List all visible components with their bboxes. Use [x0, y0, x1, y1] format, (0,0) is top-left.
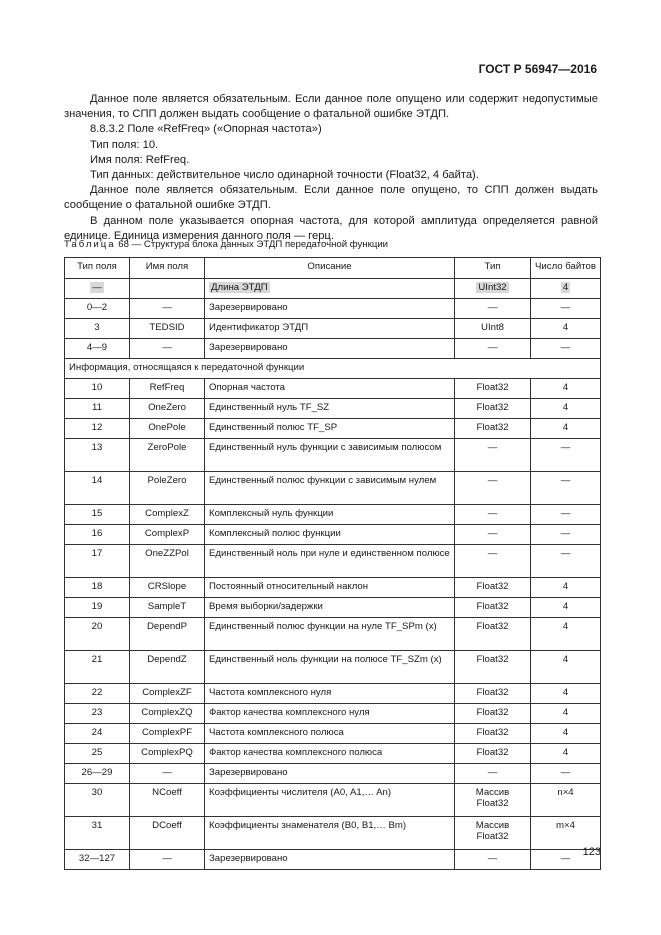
table-row	[65, 299, 601, 319]
cell-text: Зарезервировано	[209, 853, 288, 864]
data-type-cell	[455, 578, 531, 598]
description-cell	[205, 817, 455, 850]
cell-text: 20	[91, 621, 103, 632]
cell-text: 0—2	[86, 302, 108, 313]
cell-text: 10	[91, 382, 103, 393]
table-row	[65, 545, 601, 578]
data-type-cell	[455, 850, 531, 870]
table-row	[65, 744, 601, 764]
cell-text: Зарезервировано	[209, 302, 288, 313]
description-cell	[205, 279, 455, 299]
cell-text: —	[560, 548, 571, 559]
cell-text: Единственный полюс функции на нуле TF_SPm (x)	[209, 621, 437, 632]
description-cell	[205, 439, 455, 472]
cell-text: —	[560, 767, 571, 778]
description-cell	[205, 618, 455, 651]
table-row	[65, 379, 601, 399]
cell-text: DependP	[146, 621, 187, 632]
byte-count-cell	[531, 439, 601, 472]
cell-text: Постоянный относительный наклон	[209, 581, 369, 592]
cell-text: 11	[92, 402, 102, 413]
cell-text: Комплексный полюс функции	[209, 528, 341, 539]
cell-text: 4	[562, 581, 569, 592]
cell-text: —	[162, 853, 172, 864]
data-type-cell	[455, 598, 531, 618]
data-type-cell	[455, 817, 531, 850]
table-row	[65, 472, 601, 505]
cell-text: OneZero	[148, 402, 186, 413]
table-row	[65, 399, 601, 419]
teds-structure-table	[64, 257, 601, 870]
cell-text: 23	[91, 707, 103, 718]
description-cell	[205, 850, 455, 870]
byte-count-cell	[531, 419, 601, 439]
cell-text: CRSlope	[147, 581, 187, 592]
cell-text: 3	[94, 322, 100, 333]
description-cell	[205, 764, 455, 784]
cell-text: 4	[562, 282, 569, 293]
cell-text: —	[162, 342, 172, 353]
cell-text: —	[560, 528, 571, 539]
group-label: Информация, относящаяся к передаточной функции	[65, 359, 601, 379]
data-type-cell	[455, 724, 531, 744]
field-type-cell	[65, 319, 130, 339]
byte-count-cell	[531, 505, 601, 525]
cell-text: —	[487, 508, 498, 519]
cell-text: ComplexZ	[145, 508, 189, 519]
data-type-cell	[455, 439, 531, 472]
cell-text: —	[162, 767, 172, 778]
header-field-type: Тип поля	[65, 258, 130, 279]
data-type-cell	[455, 339, 531, 359]
field-name-cell	[130, 339, 205, 359]
byte-count-cell	[531, 724, 601, 744]
field-name-cell	[130, 525, 205, 545]
table-row	[65, 618, 601, 651]
cell-text: Единственный нуль функции с зависимым полюсом	[209, 442, 442, 453]
cell-text: OneZZPol	[145, 548, 189, 559]
cell-text: Коэффициенты знаменателя (B0, B1,… Bm)	[209, 820, 407, 831]
field-type-cell	[65, 724, 130, 744]
cell-text: UInt8	[481, 322, 504, 333]
cell-text: ComplexP	[144, 528, 190, 539]
field-name-cell	[130, 545, 205, 578]
cell-text: 4	[562, 402, 569, 413]
table-group-row	[65, 359, 601, 379]
paragraph: В данном поле указывается опорная частота, для которой амплитуда определяется равной единице. Единица измерения данного поля — герц.	[64, 214, 598, 242]
cell-text: PoleZero	[147, 475, 187, 486]
cell-text: Идентификатор ЭТДП	[209, 322, 309, 333]
description-cell	[205, 545, 455, 578]
field-name-cell	[130, 472, 205, 505]
cell-text: —	[487, 475, 498, 486]
table-row	[65, 850, 601, 870]
field-name-cell	[130, 850, 205, 870]
description-cell	[205, 525, 455, 545]
data-type-cell	[455, 784, 531, 817]
field-name-cell	[130, 651, 205, 684]
description-cell	[205, 651, 455, 684]
cell-text: ComplexPQ	[141, 747, 193, 758]
field-type-cell	[65, 764, 130, 784]
byte-count-cell	[531, 578, 601, 598]
cell-text: Опорная частота	[209, 382, 285, 393]
cell-text: UInt32	[478, 282, 507, 293]
cell-text: —	[560, 475, 571, 486]
data-type-cell	[455, 505, 531, 525]
cell-text: Float32	[476, 687, 509, 698]
field-type-cell	[65, 525, 130, 545]
description-cell	[205, 319, 455, 339]
field-name-cell	[130, 299, 205, 319]
field-type-cell	[65, 618, 130, 651]
cell-text: 18	[91, 581, 103, 592]
cell-text: DCoeff	[152, 820, 182, 831]
cell-text: SampleT	[147, 601, 187, 612]
cell-text: 4—9	[86, 342, 108, 353]
cell-text: 4	[562, 621, 569, 632]
field-name-cell	[130, 379, 205, 399]
field-name-cell	[130, 724, 205, 744]
field-type-cell	[65, 784, 130, 817]
data-type-cell	[455, 379, 531, 399]
cell-text: Комплексный нуль функции	[209, 508, 334, 519]
byte-count-cell	[531, 784, 601, 817]
field-name-cell	[130, 505, 205, 525]
cell-text: ComplexPF	[141, 727, 193, 738]
table-row	[65, 784, 601, 817]
field-name-cell	[130, 319, 205, 339]
byte-count-cell	[531, 545, 601, 578]
data-type-cell	[455, 399, 531, 419]
cell-text: 19	[91, 601, 103, 612]
description-cell	[205, 399, 455, 419]
cell-text: Единственный полюс TF_SP	[209, 422, 338, 433]
cell-text: Единственный ноль функции на полюсе TF_SZm (x)	[209, 654, 442, 665]
cell-text: Float32	[476, 422, 509, 433]
data-type-cell	[455, 744, 531, 764]
cell-text: 30	[91, 787, 103, 798]
cell-text: —	[487, 767, 498, 778]
cell-text: 4	[562, 707, 569, 718]
data-type-cell	[455, 704, 531, 724]
field-name-cell	[130, 764, 205, 784]
cell-text: m×4	[556, 820, 575, 831]
cell-text: —	[560, 302, 571, 313]
field-name-cell	[130, 598, 205, 618]
cell-text: Единственный нуль TF_SZ	[209, 402, 330, 413]
description-cell	[205, 784, 455, 817]
cell-text: Фактор качества комплексного полюса	[209, 747, 383, 758]
cell-text: 4	[562, 601, 569, 612]
cell-text: 25	[91, 747, 103, 758]
cell-text: —	[162, 302, 172, 313]
cell-text: 12	[91, 422, 103, 433]
cell-text: OnePole	[148, 422, 186, 433]
data-type-cell	[455, 651, 531, 684]
byte-count-cell	[531, 399, 601, 419]
field-type-cell	[65, 598, 130, 618]
byte-count-cell	[531, 299, 601, 319]
paragraph: Тип данных: действительное число одинарной точности (Float32, 4 байта).	[90, 169, 479, 182]
field-type-cell	[65, 578, 130, 598]
table-row	[65, 339, 601, 359]
cell-text: ZeroPole	[147, 442, 187, 453]
document-id: ГОСТ Р 56947—2016	[478, 62, 597, 76]
cell-text: —	[487, 528, 498, 539]
field-name-cell	[130, 684, 205, 704]
byte-count-cell	[531, 744, 601, 764]
cell-text: Float32	[476, 581, 509, 592]
cell-text: Длина ЭТДП	[211, 282, 268, 293]
cell-text: 22	[91, 687, 103, 698]
data-type-cell	[455, 299, 531, 319]
field-name-cell	[130, 578, 205, 598]
field-name-cell	[130, 817, 205, 850]
byte-count-cell	[531, 525, 601, 545]
byte-count-cell	[531, 651, 601, 684]
description-cell	[205, 472, 455, 505]
cell-text: TEDSID	[149, 322, 185, 333]
cell-text: 4	[562, 322, 569, 333]
field-type-cell	[65, 545, 130, 578]
cell-text: ComplexZF	[142, 687, 192, 698]
cell-text: —	[487, 442, 498, 453]
table-row	[65, 525, 601, 545]
byte-count-cell	[531, 764, 601, 784]
field-type-cell	[65, 704, 130, 724]
cell-text: ComplexZQ	[141, 707, 193, 718]
data-type-cell	[455, 279, 531, 299]
data-type-cell	[455, 472, 531, 505]
cell-text: 26—29	[81, 767, 113, 778]
cell-text: 4	[562, 654, 569, 665]
field-type-cell	[65, 817, 130, 850]
table-row	[65, 319, 601, 339]
cell-text: —	[487, 342, 498, 353]
cell-text: 4	[562, 727, 569, 738]
cell-text: Зарезервировано	[209, 767, 288, 778]
description-cell	[205, 299, 455, 319]
body-text	[64, 92, 598, 244]
description-cell	[205, 419, 455, 439]
description-cell	[205, 724, 455, 744]
cell-text: 4	[562, 747, 569, 758]
field-name-cell	[130, 439, 205, 472]
cell-text: Float32	[476, 402, 509, 413]
byte-count-cell	[531, 598, 601, 618]
description-cell	[205, 505, 455, 525]
cell-text: RefFreq	[149, 382, 185, 393]
description-cell	[205, 598, 455, 618]
cell-text: Float32	[476, 727, 509, 738]
table-row	[65, 279, 601, 299]
section-heading: 8.8.3.2 Поле «RefFreq» («Опорная частота»)	[90, 123, 322, 136]
page-number: 123	[582, 846, 601, 858]
description-cell	[205, 578, 455, 598]
table-row	[65, 817, 601, 850]
data-type-cell	[455, 545, 531, 578]
cell-text: Фактор качества комплексного нуля	[209, 707, 370, 718]
field-type-cell	[65, 379, 130, 399]
paragraph: Тип поля: 10.	[90, 138, 159, 151]
description-cell	[205, 744, 455, 764]
field-type-cell	[65, 339, 130, 359]
description-cell	[205, 704, 455, 724]
cell-text: Float32	[476, 654, 509, 665]
field-type-cell	[65, 684, 130, 704]
cell-text: Float32	[476, 601, 509, 612]
header-byte-count: Число байтов	[531, 258, 601, 279]
cell-text: n×4	[557, 787, 574, 798]
field-name-cell	[130, 399, 205, 419]
cell-text: —	[560, 442, 571, 453]
paragraph: Данное поле является обязательным. Если данное поле опущено, то СПП должен выдать сообщение о фатальной ошибке ЭТДП.	[64, 184, 598, 212]
cell-text: 31	[91, 820, 103, 831]
field-type-cell	[65, 505, 130, 525]
header-description: Описание	[205, 258, 455, 279]
field-name-cell	[130, 279, 205, 299]
cell-text: Массив Float32	[475, 820, 510, 842]
field-name-cell	[130, 784, 205, 817]
byte-count-cell	[531, 618, 601, 651]
cell-text: Массив Float32	[475, 787, 510, 809]
cell-text: —	[560, 342, 571, 353]
cell-text: Float32	[476, 382, 509, 393]
byte-count-cell	[531, 684, 601, 704]
field-name-cell	[130, 419, 205, 439]
cell-text: 32—127	[78, 853, 116, 864]
cell-text: —	[560, 853, 571, 864]
data-type-cell	[455, 419, 531, 439]
data-type-cell	[455, 618, 531, 651]
table-caption-text: 68 — Структура блока данных ЭТДП передаточной функции	[115, 239, 389, 250]
cell-text: 17	[91, 548, 103, 559]
cell-text: 4	[562, 687, 569, 698]
field-type-cell	[65, 744, 130, 764]
table-row	[65, 505, 601, 525]
table-row	[65, 724, 601, 744]
table-caption	[64, 239, 388, 250]
cell-text: Float32	[476, 747, 509, 758]
data-type-cell	[455, 684, 531, 704]
header-field-name: Имя поля	[130, 258, 205, 279]
field-name-cell	[130, 744, 205, 764]
table-row	[65, 419, 601, 439]
cell-text: —	[92, 282, 102, 293]
cell-text: Единственный ноль при нуле и единственном полюсе	[209, 548, 450, 559]
cell-text: 13	[91, 442, 103, 453]
field-type-cell	[65, 279, 130, 299]
byte-count-cell	[531, 817, 601, 850]
cell-text: 4	[562, 382, 569, 393]
field-type-cell	[65, 299, 130, 319]
cell-text: Время выборки/задержки	[209, 601, 323, 612]
field-name-cell	[130, 704, 205, 724]
cell-text: 21	[91, 654, 103, 665]
table-row	[65, 704, 601, 724]
table-row	[65, 651, 601, 684]
field-name-cell	[130, 618, 205, 651]
cell-text: Единственный полюс функции с зависимым нулем	[209, 475, 437, 486]
field-type-cell	[65, 651, 130, 684]
byte-count-cell	[531, 704, 601, 724]
field-type-cell	[65, 439, 130, 472]
table-row	[65, 439, 601, 472]
table-row	[65, 764, 601, 784]
cell-text: Float32	[476, 621, 509, 632]
data-type-cell	[455, 764, 531, 784]
field-type-cell	[65, 419, 130, 439]
cell-text: 15	[91, 508, 103, 519]
description-cell	[205, 339, 455, 359]
paragraph: Имя поля: RefFreq.	[90, 153, 190, 166]
description-cell	[205, 379, 455, 399]
cell-text: 14	[91, 475, 103, 486]
byte-count-cell	[531, 279, 601, 299]
cell-text: Коэффициенты числителя (A0, A1,… An)	[209, 787, 392, 798]
byte-count-cell	[531, 379, 601, 399]
field-type-cell	[65, 399, 130, 419]
cell-text: —	[560, 508, 571, 519]
header-data-type: Тип	[455, 258, 531, 279]
description-cell	[205, 684, 455, 704]
data-type-cell	[455, 525, 531, 545]
byte-count-cell	[531, 339, 601, 359]
cell-text: —	[487, 853, 498, 864]
field-type-cell	[65, 850, 130, 870]
cell-text: Зарезервировано	[209, 342, 288, 353]
table-caption-prefix: Таблица	[64, 239, 116, 250]
table-row	[65, 598, 601, 618]
cell-text: 4	[562, 422, 569, 433]
table-row	[65, 578, 601, 598]
cell-text: Частота комплексного нуля	[209, 687, 332, 698]
byte-count-cell	[531, 472, 601, 505]
cell-text: Float32	[476, 707, 509, 718]
cell-text: —	[487, 302, 498, 313]
cell-text: Частота комплексного полюса	[209, 727, 344, 738]
byte-count-cell	[531, 319, 601, 339]
data-type-cell	[455, 319, 531, 339]
table-row	[65, 684, 601, 704]
paragraph: Данное поле является обязательным. Если данное поле опущено или содержит недопустимые значения, то СПП должен выдать сообщение о фатальной ошибке ЭТДП.	[64, 93, 598, 121]
cell-text: —	[487, 548, 498, 559]
cell-text: NCoeff	[152, 787, 182, 798]
cell-text: 24	[91, 727, 103, 738]
cell-text: DependZ	[147, 654, 187, 665]
field-type-cell	[65, 472, 130, 505]
cell-text: 16	[91, 528, 103, 539]
